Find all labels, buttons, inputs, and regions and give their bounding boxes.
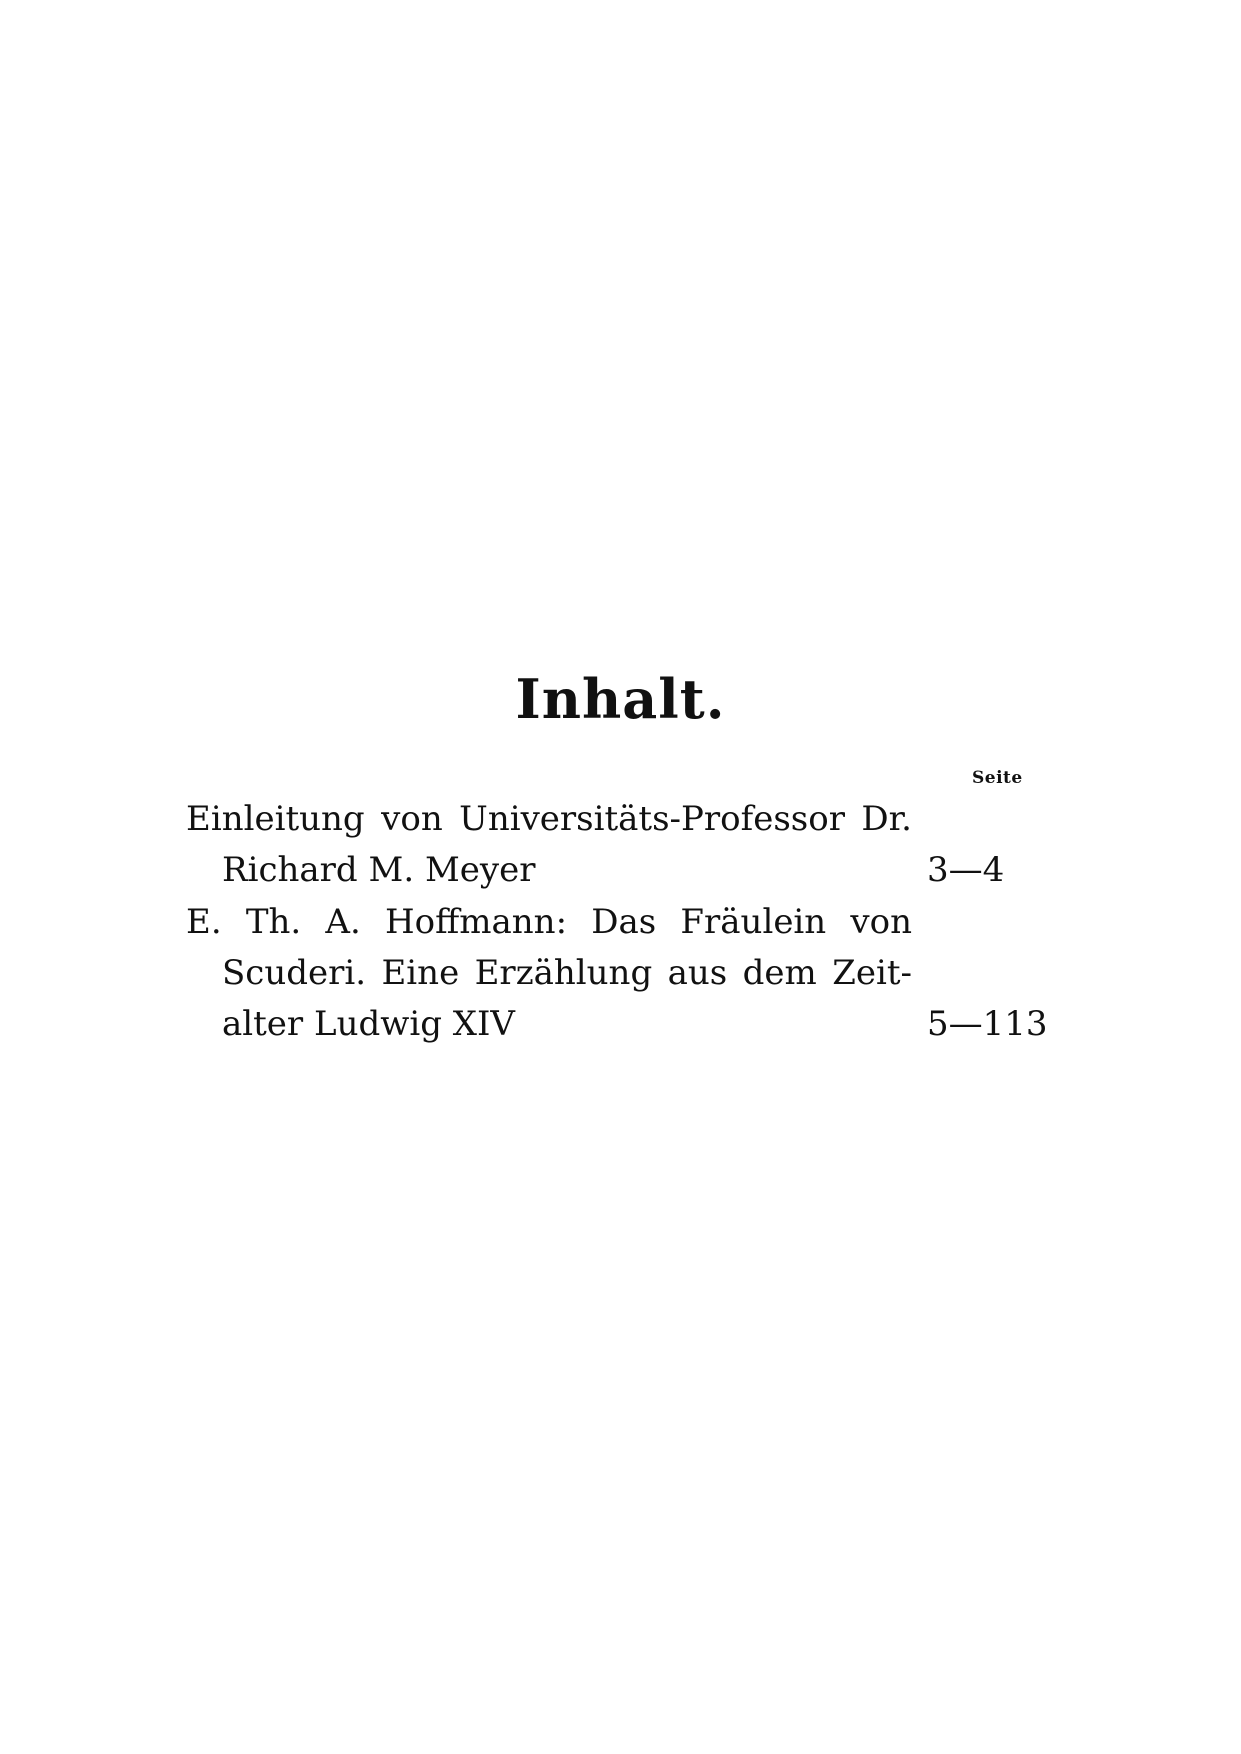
toc-entry-1-line-2: Richard M. Meyer bbox=[222, 850, 536, 890]
toc-entry-1-pages: 3—4 bbox=[927, 850, 1005, 890]
toc-entry-2-line-1: E. Th. A. Hoffmann: Das Fräulein von bbox=[186, 902, 912, 942]
toc-entry-1-line-1: Einleitung von Universitäts-Professor Dr. bbox=[186, 799, 912, 839]
toc-entry-2-line-3: alter Ludwig XIV bbox=[222, 1004, 515, 1044]
page-column-label: Seite bbox=[972, 768, 1023, 788]
toc-entry-2-line-2: Scuderi. Eine Erzählung aus dem Zeit- bbox=[222, 953, 912, 993]
toc-entry-2-pages: 5—113 bbox=[927, 1004, 1048, 1044]
page-title: Inhalt. bbox=[515, 667, 726, 731]
